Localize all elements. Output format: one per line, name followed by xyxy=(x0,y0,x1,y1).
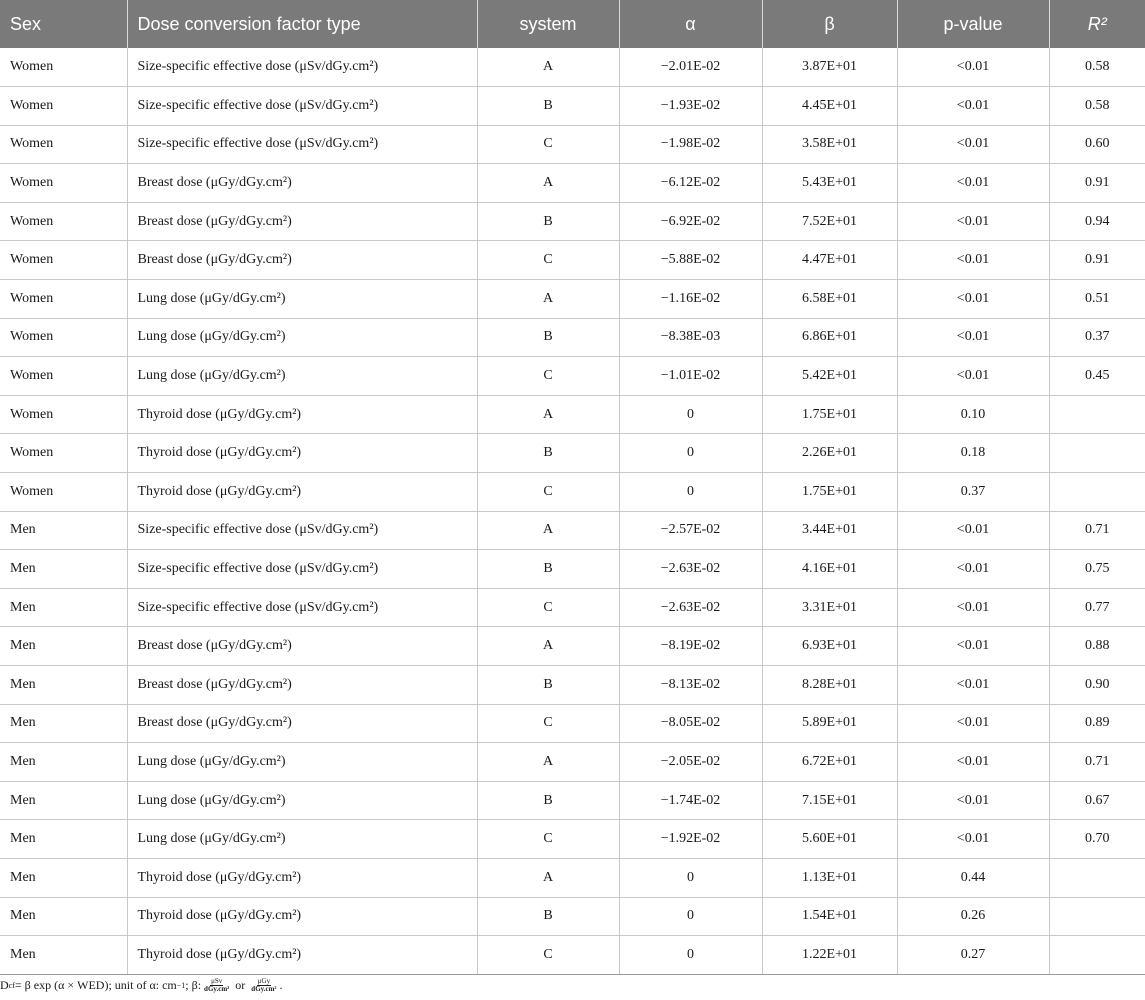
cell-sex: Women xyxy=(0,318,127,357)
cell-r-squared: 0.77 xyxy=(1049,588,1145,627)
table-row xyxy=(0,704,1145,743)
header-alpha: α xyxy=(619,0,762,48)
cell-system: B xyxy=(477,87,619,126)
cell-dose-type: Size-specific effective dose (μSv/dGy.cm²) xyxy=(127,511,477,550)
cell-sex: Women xyxy=(0,357,127,396)
cell-r-squared: 0.37 xyxy=(1049,318,1145,357)
header-beta: β xyxy=(762,0,897,48)
table-row xyxy=(0,936,1145,975)
cell-sex: Men xyxy=(0,666,127,705)
table-row xyxy=(0,48,1145,87)
cell-beta: 5.89E+01 xyxy=(762,704,897,743)
fraction-denominator-ugy: dGy.cm² xyxy=(251,985,277,993)
cell-sex: Women xyxy=(0,164,127,203)
header-system: system xyxy=(477,0,619,48)
footnote-alpha-exponent: −1 xyxy=(176,981,186,990)
cell-system: A xyxy=(477,280,619,319)
cell-sex: Men xyxy=(0,704,127,743)
cell-r-squared: 0.71 xyxy=(1049,743,1145,782)
cell-r-squared: 0.51 xyxy=(1049,280,1145,319)
cell-r-squared: 0.75 xyxy=(1049,550,1145,589)
cell-p-value: <0.01 xyxy=(897,48,1049,87)
cell-dose-type: Lung dose (μGy/dGy.cm²) xyxy=(127,781,477,820)
header-dose-type: Dose conversion factor type xyxy=(127,0,477,48)
cell-r-squared: 0.58 xyxy=(1049,48,1145,87)
cell-p-value: <0.01 xyxy=(897,743,1049,782)
cell-sex: Women xyxy=(0,48,127,87)
cell-beta: 3.44E+01 xyxy=(762,511,897,550)
cell-alpha: −1.01E-02 xyxy=(619,357,762,396)
cell-system: A xyxy=(477,627,619,666)
table-row xyxy=(0,318,1145,357)
cell-beta: 1.54E+01 xyxy=(762,897,897,936)
cell-r-squared: 0.60 xyxy=(1049,125,1145,164)
cell-alpha: 0 xyxy=(619,395,762,434)
cell-r-squared: 0.70 xyxy=(1049,820,1145,859)
cell-p-value: <0.01 xyxy=(897,280,1049,319)
cell-alpha: 0 xyxy=(619,473,762,512)
footnote-or-text: or xyxy=(232,978,249,992)
cell-beta: 1.13E+01 xyxy=(762,858,897,897)
cell-system: C xyxy=(477,588,619,627)
cell-sex: Men xyxy=(0,820,127,859)
cell-alpha: −8.13E-02 xyxy=(619,666,762,705)
cell-sex: Men xyxy=(0,858,127,897)
cell-dose-type: Lung dose (μGy/dGy.cm²) xyxy=(127,357,477,396)
cell-sex: Men xyxy=(0,588,127,627)
cell-beta: 6.86E+01 xyxy=(762,318,897,357)
cell-p-value: <0.01 xyxy=(897,511,1049,550)
cell-r-squared xyxy=(1049,395,1145,434)
cell-r-squared xyxy=(1049,936,1145,975)
cell-dose-type: Breast dose (μGy/dGy.cm²) xyxy=(127,627,477,666)
cell-p-value: <0.01 xyxy=(897,704,1049,743)
cell-sex: Women xyxy=(0,87,127,126)
cell-beta: 7.15E+01 xyxy=(762,781,897,820)
cell-beta: 4.47E+01 xyxy=(762,241,897,280)
cell-alpha: −6.12E-02 xyxy=(619,164,762,203)
header-sex: Sex xyxy=(0,0,127,48)
table-row xyxy=(0,87,1145,126)
cell-dose-type: Size-specific effective dose (μSv/dGy.cm²) xyxy=(127,48,477,87)
cell-dose-type: Size-specific effective dose (μSv/dGy.cm²) xyxy=(127,87,477,126)
cell-system: B xyxy=(477,666,619,705)
cell-sex: Men xyxy=(0,781,127,820)
cell-r-squared xyxy=(1049,858,1145,897)
cell-alpha: −2.01E-02 xyxy=(619,48,762,87)
cell-dose-type: Lung dose (μGy/dGy.cm²) xyxy=(127,820,477,859)
cell-alpha: −6.92E-02 xyxy=(619,202,762,241)
cell-alpha: −1.98E-02 xyxy=(619,125,762,164)
cell-alpha: −2.57E-02 xyxy=(619,511,762,550)
table-row xyxy=(0,781,1145,820)
table-row xyxy=(0,627,1145,666)
cell-dose-type: Thyroid dose (μGy/dGy.cm²) xyxy=(127,395,477,434)
cell-system: C xyxy=(477,936,619,975)
cell-dose-type: Size-specific effective dose (μSv/dGy.cm²) xyxy=(127,550,477,589)
cell-dose-type: Breast dose (μGy/dGy.cm²) xyxy=(127,164,477,203)
cell-p-value: <0.01 xyxy=(897,820,1049,859)
cell-alpha: −5.88E-02 xyxy=(619,241,762,280)
cell-dose-type: Breast dose (μGy/dGy.cm²) xyxy=(127,202,477,241)
table-body xyxy=(0,48,1145,974)
cell-p-value: <0.01 xyxy=(897,550,1049,589)
cell-r-squared: 0.45 xyxy=(1049,357,1145,396)
cell-beta: 6.93E+01 xyxy=(762,627,897,666)
cell-sex: Women xyxy=(0,241,127,280)
cell-p-value: <0.01 xyxy=(897,125,1049,164)
cell-p-value: <0.01 xyxy=(897,318,1049,357)
cell-sex: Men xyxy=(0,550,127,589)
cell-system: C xyxy=(477,820,619,859)
cell-beta: 5.43E+01 xyxy=(762,164,897,203)
footnote-formula-subscript: cf xyxy=(8,981,15,990)
footnote-fraction-ugy xyxy=(250,978,277,993)
cell-beta: 3.31E+01 xyxy=(762,588,897,627)
table-row xyxy=(0,511,1145,550)
cell-r-squared xyxy=(1049,434,1145,473)
cell-p-value: <0.01 xyxy=(897,202,1049,241)
cell-sex: Men xyxy=(0,627,127,666)
cell-r-squared: 0.89 xyxy=(1049,704,1145,743)
table-footnote xyxy=(0,978,283,993)
cell-r-squared: 0.71 xyxy=(1049,511,1145,550)
footnote-end: . xyxy=(279,978,283,992)
cell-p-value: 0.37 xyxy=(897,473,1049,512)
cell-beta: 1.22E+01 xyxy=(762,936,897,975)
cell-dose-type: Thyroid dose (μGy/dGy.cm²) xyxy=(127,473,477,512)
cell-beta: 6.72E+01 xyxy=(762,743,897,782)
cell-sex: Men xyxy=(0,936,127,975)
fraction-numerator-ugy: μGy xyxy=(257,977,271,985)
header-row xyxy=(0,0,1145,48)
cell-beta: 7.52E+01 xyxy=(762,202,897,241)
cell-p-value: 0.18 xyxy=(897,434,1049,473)
header-r-squared xyxy=(1049,0,1145,48)
cell-sex: Women xyxy=(0,125,127,164)
cell-dose-type: Size-specific effective dose (μSv/dGy.cm²) xyxy=(127,588,477,627)
cell-system: B xyxy=(477,202,619,241)
cell-dose-type: Breast dose (μGy/dGy.cm²) xyxy=(127,666,477,705)
cell-system: C xyxy=(477,357,619,396)
cell-dose-type: Thyroid dose (μGy/dGy.cm²) xyxy=(127,897,477,936)
table-row xyxy=(0,125,1145,164)
cell-p-value: <0.01 xyxy=(897,627,1049,666)
cell-r-squared: 0.91 xyxy=(1049,164,1145,203)
cell-alpha: −1.74E-02 xyxy=(619,781,762,820)
cell-p-value: <0.01 xyxy=(897,781,1049,820)
cell-system: B xyxy=(477,550,619,589)
cell-beta: 1.75E+01 xyxy=(762,395,897,434)
cell-system: C xyxy=(477,473,619,512)
cell-r-squared: 0.58 xyxy=(1049,87,1145,126)
table-row xyxy=(0,280,1145,319)
cell-p-value: 0.10 xyxy=(897,395,1049,434)
cell-alpha: −1.16E-02 xyxy=(619,280,762,319)
cell-system: C xyxy=(477,241,619,280)
cell-alpha: −8.38E-03 xyxy=(619,318,762,357)
cell-dose-type: Thyroid dose (μGy/dGy.cm²) xyxy=(127,858,477,897)
footnote-formula-text: = β exp (α × WED); unit of α: cm xyxy=(14,978,177,992)
cell-beta: 2.26E+01 xyxy=(762,434,897,473)
cell-sex: Men xyxy=(0,743,127,782)
cell-alpha: −2.63E-02 xyxy=(619,550,762,589)
cell-dose-type: Thyroid dose (μGy/dGy.cm²) xyxy=(127,936,477,975)
table-row xyxy=(0,820,1145,859)
cell-dose-type: Size-specific effective dose (μSv/dGy.cm²) xyxy=(127,125,477,164)
cell-p-value: <0.01 xyxy=(897,357,1049,396)
header-p-value: p-value xyxy=(897,0,1049,48)
footnote-fraction-usv xyxy=(203,978,230,993)
cell-alpha: −2.05E-02 xyxy=(619,743,762,782)
cell-system: A xyxy=(477,164,619,203)
cell-p-value: <0.01 xyxy=(897,588,1049,627)
cell-beta: 6.58E+01 xyxy=(762,280,897,319)
cell-sex: Women xyxy=(0,202,127,241)
cell-system: A xyxy=(477,511,619,550)
table-row xyxy=(0,666,1145,705)
table-row xyxy=(0,473,1145,512)
cell-alpha: −8.05E-02 xyxy=(619,704,762,743)
table-row xyxy=(0,550,1145,589)
cell-alpha: 0 xyxy=(619,936,762,975)
cell-p-value: <0.01 xyxy=(897,164,1049,203)
cell-system: B xyxy=(477,897,619,936)
cell-system: B xyxy=(477,434,619,473)
cell-beta: 3.58E+01 xyxy=(762,125,897,164)
cell-beta: 5.42E+01 xyxy=(762,357,897,396)
footnote-beta-label: ; β: xyxy=(185,978,202,992)
cell-r-squared xyxy=(1049,473,1145,512)
cell-system: A xyxy=(477,858,619,897)
cell-beta: 1.75E+01 xyxy=(762,473,897,512)
cell-system: C xyxy=(477,704,619,743)
cell-alpha: 0 xyxy=(619,897,762,936)
cell-dose-type: Breast dose (μGy/dGy.cm²) xyxy=(127,704,477,743)
cell-system: C xyxy=(477,125,619,164)
cell-beta: 3.87E+01 xyxy=(762,48,897,87)
cell-p-value: 0.26 xyxy=(897,897,1049,936)
cell-p-value: 0.27 xyxy=(897,936,1049,975)
cell-dose-type: Thyroid dose (μGy/dGy.cm²) xyxy=(127,434,477,473)
cell-sex: Women xyxy=(0,473,127,512)
cell-r-squared: 0.91 xyxy=(1049,241,1145,280)
cell-p-value: <0.01 xyxy=(897,87,1049,126)
table-row xyxy=(0,241,1145,280)
cell-sex: Women xyxy=(0,434,127,473)
cell-system: B xyxy=(477,318,619,357)
cell-sex: Men xyxy=(0,897,127,936)
cell-r-squared xyxy=(1049,897,1145,936)
cell-r-squared: 0.94 xyxy=(1049,202,1145,241)
fraction-numerator-usv: μSv xyxy=(211,977,223,985)
cell-system: A xyxy=(477,743,619,782)
cell-dose-type: Lung dose (μGy/dGy.cm²) xyxy=(127,318,477,357)
cell-alpha: 0 xyxy=(619,858,762,897)
cell-dose-type: Lung dose (μGy/dGy.cm²) xyxy=(127,743,477,782)
cell-system: A xyxy=(477,395,619,434)
cell-dose-type: Breast dose (μGy/dGy.cm²) xyxy=(127,241,477,280)
cell-sex: Women xyxy=(0,395,127,434)
table-row xyxy=(0,743,1145,782)
table-row xyxy=(0,202,1145,241)
table-row xyxy=(0,395,1145,434)
cell-alpha: −1.93E-02 xyxy=(619,87,762,126)
table-row xyxy=(0,164,1145,203)
table-header xyxy=(0,0,1145,48)
cell-p-value: <0.01 xyxy=(897,241,1049,280)
cell-alpha: 0 xyxy=(619,434,762,473)
cell-sex: Men xyxy=(0,511,127,550)
table-row xyxy=(0,434,1145,473)
cell-beta: 4.45E+01 xyxy=(762,87,897,126)
table-row xyxy=(0,357,1145,396)
cell-dose-type: Lung dose (μGy/dGy.cm²) xyxy=(127,280,477,319)
cell-r-squared: 0.88 xyxy=(1049,627,1145,666)
cell-alpha: −8.19E-02 xyxy=(619,627,762,666)
cell-system: B xyxy=(477,781,619,820)
cell-p-value: 0.44 xyxy=(897,858,1049,897)
cell-alpha: −2.63E-02 xyxy=(619,588,762,627)
fraction-denominator-usv: dGy.cm² xyxy=(204,985,230,993)
table-row xyxy=(0,858,1145,897)
cell-p-value: <0.01 xyxy=(897,666,1049,705)
cell-r-squared: 0.67 xyxy=(1049,781,1145,820)
cell-beta: 8.28E+01 xyxy=(762,666,897,705)
cell-beta: 5.60E+01 xyxy=(762,820,897,859)
cell-sex: Women xyxy=(0,280,127,319)
cell-beta: 4.16E+01 xyxy=(762,550,897,589)
cell-system: A xyxy=(477,48,619,87)
table-row xyxy=(0,588,1145,627)
cell-alpha: −1.92E-02 xyxy=(619,820,762,859)
r-squared-label: R² xyxy=(1087,13,1107,34)
table-row xyxy=(0,897,1145,936)
footnote-formula-symbol: D xyxy=(0,978,9,992)
cell-r-squared: 0.90 xyxy=(1049,666,1145,705)
